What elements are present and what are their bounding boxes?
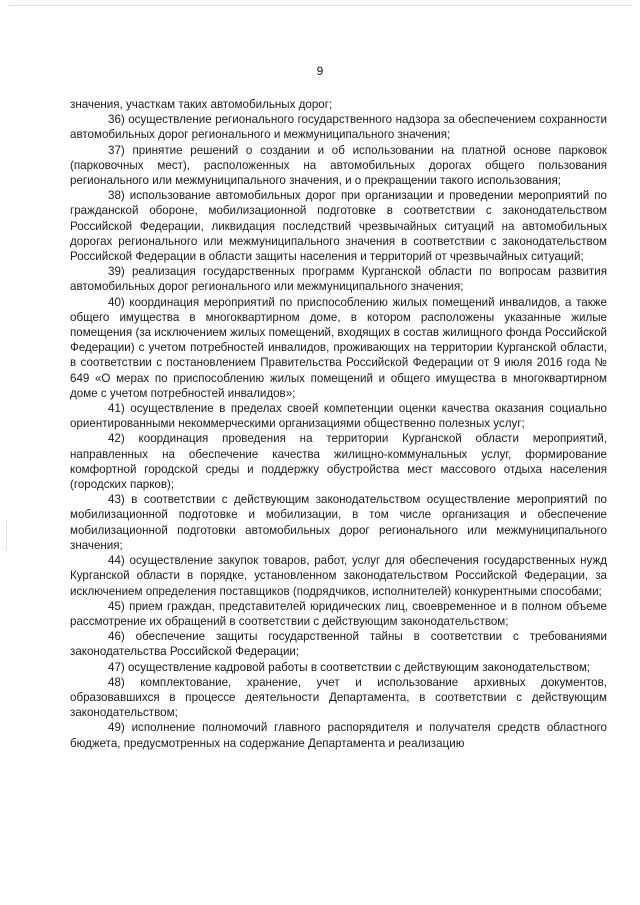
paragraph: 42) координация проведения на территории Курганской области мероприятий, направленных на обеспечение качества жилищно-коммунальных услуг, формирование комфортной городской среды и поддержку обустройства мест массового отдыха населения (городских парков);	[70, 432, 607, 492]
paragraph: 44) осуществление закупок товаров, работ, услуг для обеспечения государственных нужд Курганской области в порядке, установленном законодательством Российской Федерации, за исключением определения поставщиков (подрядчиков, исполнителей) конкурентными способами;	[70, 554, 607, 598]
scan-artifact-top	[8, 5, 632, 9]
paragraph: 38) использование автомобильных дорог при организации и проведении мероприятий по гражданской обороне, мобилизационной подготовке в соответствии с законодательством Российской Федерации, ликвидация последствий чрезвычайных ситуаций на автомобильных дорогах регионального или межмуниципального значения в соответствии с законодательством Российской Федерации в области защиты населения и территорий от чрезвычайных ситуаций;	[70, 189, 607, 264]
paragraph: 49) исполнение полномочий главного распорядителя и получателя средств областного бюджета, предусмотренных на содержание Департамента и реализацию	[70, 721, 607, 750]
paragraph: 48) комплектование, хранение, учет и использование архивных документов, образовавшихся в процессе деятельности Департамента, в соответствии с действующим законодательством;	[70, 675, 607, 720]
paragraph: 47) осуществление кадровой работы в соответствии с действующим законодательством;	[108, 660, 591, 674]
paragraph: значения, участкам таких автомобильных дорог;	[70, 98, 333, 111]
paragraph: 37) принятие решений о создании и об использовании на платной основе парковок (парковочных мест), расположенных на автомобильных дорогах общего пользования регионального или межмуниципального значения, и о прекращении такого использования;	[70, 143, 607, 188]
paragraph: 43) в соответствии с действующим законодательством осуществление мероприятий по мобилизационной подготовке и мобилизации, в том числе организация и обеспечение мобилизационной подготовки автомобильных дорог регионального или межмуниципального значения;	[70, 493, 607, 552]
paragraph: 39) реализация государственных программ Курганской области по вопросам развития автомобильных дорог регионального или межмуниципального значения;	[70, 265, 607, 294]
scan-artifact-left	[6, 520, 9, 550]
paragraph: 45) прием граждан, представителей юридических лиц, своевременное и в полном объеме рассмотрение их обращений в соответствии с действующим законодательством;	[70, 599, 607, 628]
paragraph: 36) осуществление регионального государственного надзора за обеспечением сохранности автомобильных дорог регионального и межмуниципального значения;	[70, 113, 607, 142]
page-number: 9	[316, 64, 324, 78]
paragraph: 40) координация мероприятий по приспособлению жилых помещений инвалидов, а также общего имущества в многоквартирном доме, в котором расположены указанные жилые помещения (за исключением жилых помещений, входящих в состав жилищного фонда Российской Федерации) с учетом потребностей инвалидов, проживающих на территории Курганской области, в соответствии с постановлением Правительства Российской Федерации от 9 июля 2016 года № 649 «О мерах по приспособлению жилых помещений и общего имущества в многоквартирном доме с учетом потребностей инвалидов»;	[70, 295, 607, 400]
paragraph: 41) осуществление в пределах своей компетенции оценки качества оказания социально ориентированными некоммерческими организациями общественно полезных услуг;	[70, 402, 607, 431]
paragraph: 46) обеспечение защиты государственной тайны в соответствии с требованиями законодательства Российской Федерации;	[70, 630, 607, 659]
document-body	[70, 97, 607, 751]
